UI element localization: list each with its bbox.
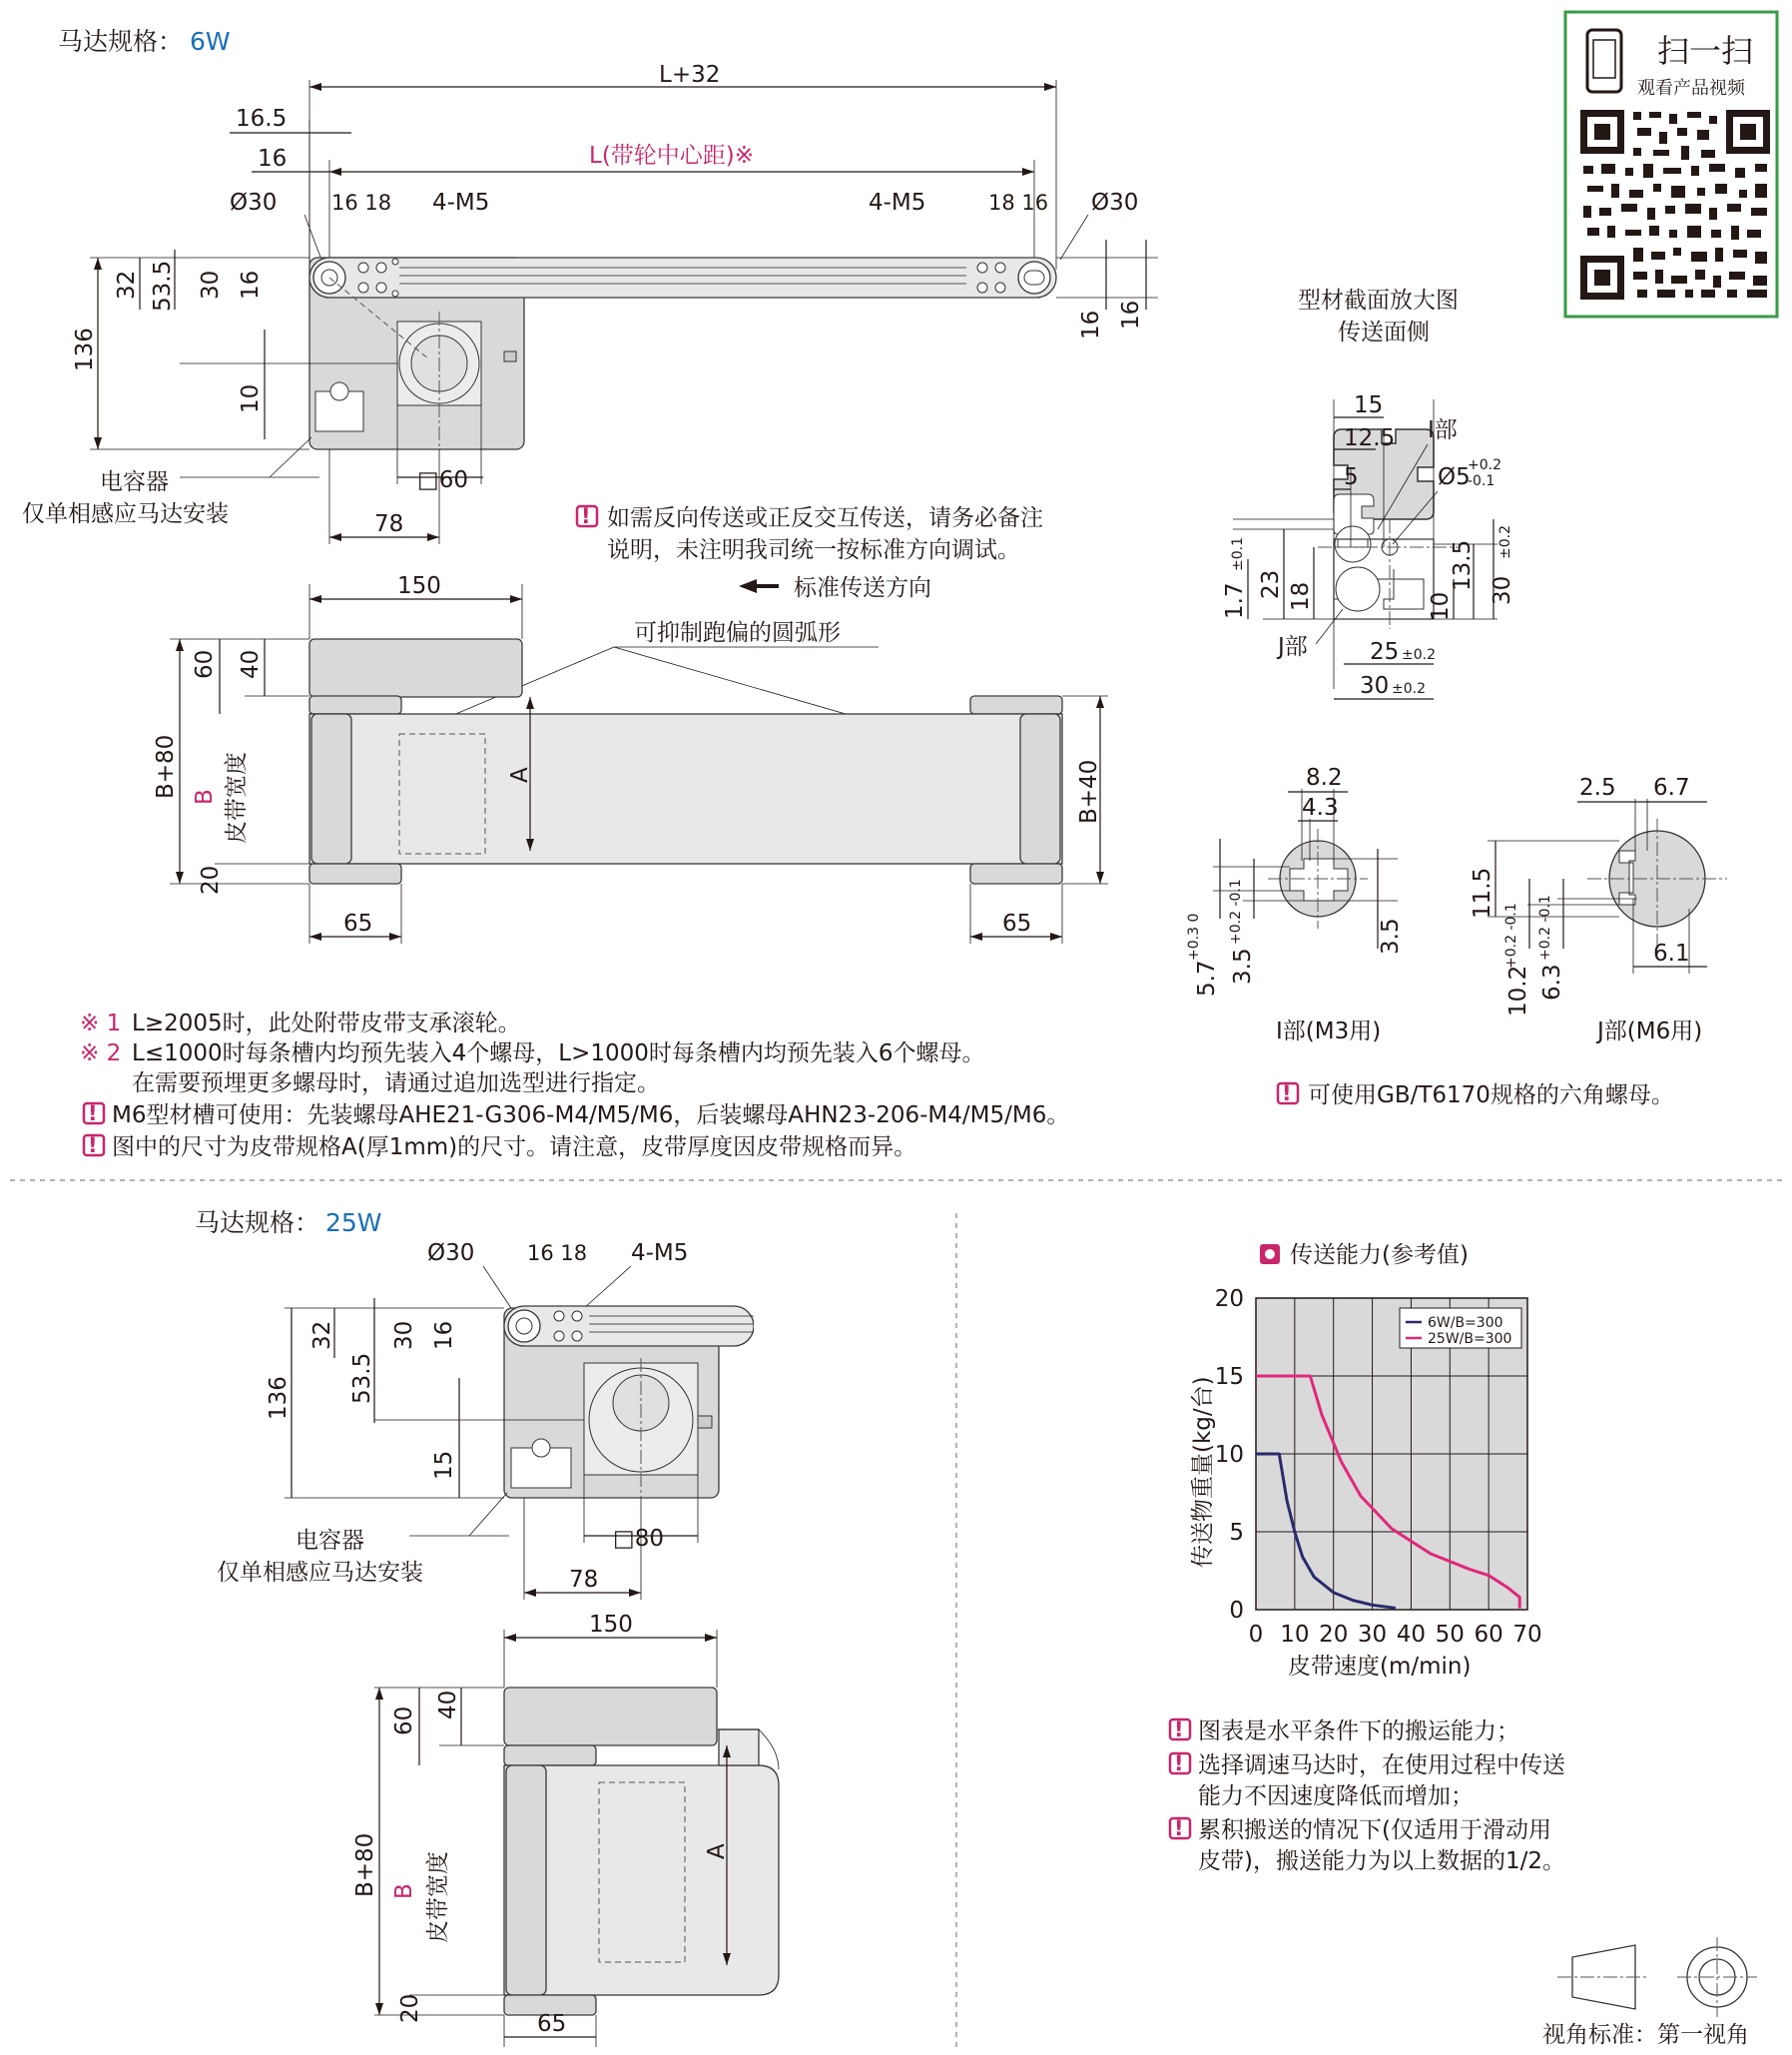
section-6w [22,27,1158,944]
note-2b: 在需要预埋更多螺母时，请通过追加选型进行指定。 [132,1070,660,1096]
dim-25w-136: 136 [266,1376,292,1420]
j-dim-6-1: 6.1 [1653,941,1690,967]
arrow-left-icon [739,579,779,593]
chart-x-tick-label: 60 [1474,1622,1503,1648]
profile-dim-25: 25 [1370,639,1400,665]
note-4: 图中的尺寸为皮带规格A(厚1mm)的尺寸。请注意，皮带厚度因皮带规格而异。 [112,1134,917,1160]
j-dim-6-7: 6.7 [1653,775,1690,801]
dim-25w-16: 16 [431,1320,457,1350]
capacity-chart [1190,1242,1542,1680]
chart-y-tick-label: 0 [1229,1598,1244,1624]
chart-x-tick-label: 10 [1280,1622,1310,1648]
dim-B-plus-80: B+80 [153,734,179,799]
profile-dim-25-tol: ±0.2 [1402,647,1436,663]
dim-25w-53-5: 53.5 [349,1352,375,1404]
chart-y-tick-label: 15 [1214,1364,1244,1390]
chart-notes [1170,1717,1565,1874]
profile-dim-30-tol: ±0.2 [1497,525,1513,559]
dim-78: 78 [374,511,404,537]
profile-dim-30b: 30 [1360,673,1390,699]
j-dim-11-5: 11.5 [1470,867,1495,919]
dim-B-plus-40: B+40 [1076,759,1102,824]
profile-dim-30b-tol: ±0.2 [1392,681,1426,697]
dim-30: 30 [198,270,224,300]
chart-legend-label: 25W/B=300 [1428,1331,1512,1347]
qr-scan-label: 扫一扫 [1657,32,1754,70]
j-dim-2-5: 2.5 [1579,775,1616,801]
profile-dia5-tol-up: +0.2 [1468,457,1501,473]
chart-plot-area [1215,1286,1542,1648]
dim-16-right-b: 16 [1118,300,1144,330]
profile-dia5-tol-dn: -0.1 [1468,473,1495,489]
dim-40: 40 [238,649,264,679]
dim-32: 32 [114,270,140,300]
chart-title: 传送能力(参考值) [1290,1242,1469,1268]
j-dim-10-2: 10.2 [1505,965,1531,1017]
i-dim-3-5b: 3.5 [1378,918,1404,955]
motor-spec-6w-value: 6W [190,27,231,56]
arc-note: 可抑制跑偏的圆弧形 [634,620,841,646]
view-standard-label: 视角标准：第一视角 [1542,2022,1749,2048]
capacitor-note: 仅单相感应马达安装 [22,501,229,527]
dim-4-m5-left: 4-M5 [432,190,490,216]
i-dim-5-7: 5.7 [1194,960,1220,997]
dim-16-right-a: 16 [1078,310,1104,340]
note-1: L≥2005时，此处附带皮带支承滚轮。 [132,1011,521,1036]
j-part-detail [1587,819,1727,949]
profile-dim-1-7: 1.7 [1222,582,1248,619]
chart-x-tick-label: 20 [1319,1622,1349,1648]
dim-25w-B-plus-80: B+80 [352,1832,378,1897]
dim-25w-32: 32 [309,1320,335,1350]
qr-block [1565,12,1777,317]
chart-x-tick-label: 0 [1248,1622,1264,1648]
standard-direction-label: 标准传送方向 [794,575,931,601]
chart-y-label: 传送物重量(kg/台) [1190,1376,1216,1568]
dim-18-16-right: 18 16 [988,191,1049,215]
top-view-25w [504,1306,760,1498]
dim-25w-30: 30 [391,1320,417,1350]
dim-25w-A: A [704,1843,730,1859]
profile-dim-5: 5 [1344,464,1359,490]
chart-x-label: 皮带速度(m/min) [1288,1654,1472,1680]
i-part-detail [1268,829,1368,929]
side-view-25w [504,1688,779,2015]
profile-dim-15: 15 [1354,392,1384,418]
svg-text:!: ! [1174,1717,1184,1741]
chart-note-2b: 能力不因速度降低而增加； [1198,1783,1474,1809]
dim-4-m5-right: 4-M5 [869,190,926,216]
hex-nut-note: 可使用GB/T6170规格的六角螺母。 [1308,1082,1674,1108]
dim-dia30-left: Ø30 [230,190,278,216]
profile-j-part-label: J部 [1278,634,1308,660]
dim-25w-4-m5: 4-M5 [631,1240,689,1266]
dim-25w-78: 78 [569,1567,599,1593]
j-part-caption: J部(M6用) [1597,1019,1703,1044]
dim-square-60: □60 [417,467,468,493]
i-part-caption: I部(M3用) [1276,1019,1382,1044]
chart-x-tick-label: 70 [1512,1622,1542,1648]
dim-L-plus-32: L+32 [659,62,721,88]
motor-spec-6w-label: 马达规格： [58,27,184,56]
j-dim-6-3-tol: +0.2 -0.1 [1537,895,1553,961]
chart-note-1: 图表是水平条件下的搬运能力； [1198,1718,1519,1744]
i-dim-3-5-tol: +0.2 -0.1 [1228,879,1244,945]
dim-16-18-left: 16 18 [331,191,392,215]
profile-dim-10: 10 [1428,591,1454,621]
reverse-note-line2: 说明，未注明我司统一按标准方向调试。 [607,537,1020,563]
dim-65-right: 65 [1002,911,1032,937]
dim-25w-40: 40 [435,1690,461,1719]
svg-text:!: ! [581,504,591,528]
profile-dim-12-5: 12.5 [1344,425,1396,451]
i-dim-8-2: 8.2 [1306,765,1343,791]
dim-25w-65: 65 [537,2011,567,2037]
profile-dim-23: 23 [1258,569,1284,599]
profile-dim-30: 30 [1490,575,1515,605]
capacitor-25w-note: 仅单相感应马达安装 [217,1560,423,1586]
dim-25w-square-80: □80 [613,1526,664,1552]
note-1-mark: ※ 1 [80,1011,122,1036]
dim-136: 136 [72,328,98,371]
dim-L-center-distance: L(带轮中心距)※ [589,143,755,169]
capacitor-label: 电容器 [100,469,169,495]
qr-code-icon [1580,110,1770,300]
svg-text:!: ! [1174,1816,1184,1840]
section-25w [195,1208,779,2047]
i-dim-4-3: 4.3 [1302,795,1339,821]
j-dim-10-2-tol: +0.2 -0.1 [1503,903,1519,969]
first-angle-projection-icon [1557,1937,1757,2017]
belt-width-label: 皮带宽度 [224,752,250,844]
i-dim-3-5: 3.5 [1230,948,1256,985]
dim-16-5: 16.5 [236,106,288,132]
dim-A: A [507,767,533,783]
dim-53-5: 53.5 [150,260,176,312]
profile-dim-1-7-tol: ±0.1 [1230,537,1246,571]
dim-10: 10 [238,383,264,413]
dim-25w-60: 60 [391,1706,417,1735]
note-2: L≤1000时每条槽内均预先装入4个螺母，L>1000时每条槽内均预先装入6个螺母。 [132,1040,985,1066]
dim-16-top: 16 [258,146,288,172]
chart-y-tick-label: 5 [1229,1520,1244,1546]
chart-legend-label: 6W/B=300 [1428,1315,1503,1331]
profile-dia5: Ø5 [1438,464,1471,490]
chart-x-tick-label: 40 [1396,1622,1427,1648]
dim-25w-B: B [391,1883,417,1899]
note-2-mark: ※ 2 [80,1040,122,1066]
capacitor-25w-label: 电容器 [296,1528,364,1554]
qr-video-label: 观看产品视频 [1637,78,1745,99]
chart-note-3b: 皮带)，搬送能力为以上数据的1/2。 [1198,1848,1565,1874]
side-view-6w [309,639,1062,884]
notes-block [80,1011,1069,1160]
dim-dia30-right: Ø30 [1091,190,1139,216]
profile-dim-18: 18 [1288,581,1314,611]
svg-text:!: ! [88,1101,98,1125]
dim-25w-20: 20 [397,1993,423,2023]
dim-25w-16-18: 16 18 [527,1241,588,1265]
dim-B: B [192,789,218,805]
chart-note-3a: 累积搬送的情况下(仅适用于滑动用 [1198,1817,1551,1843]
belt-width-25w-label: 皮带宽度 [425,1851,451,1943]
chart-x-tick-label: 30 [1357,1622,1388,1648]
note-3: M6型材槽可使用：先装螺母AHE21-G306-M4/M5/M6，后装螺母AHN23-206-M4/M5/M6。 [112,1102,1070,1128]
dim-60: 60 [192,649,218,679]
motor-spec-25w-label: 马达规格： [195,1208,320,1237]
chart-y-tick-label: 20 [1214,1286,1244,1312]
dim-25w-15: 15 [431,1450,457,1480]
i-dim-5-7-tol: +0.3 0 [1186,913,1202,961]
dim-150: 150 [397,573,441,599]
dim-65-left: 65 [343,911,373,937]
chart-y-tick-label: 10 [1214,1442,1244,1468]
svg-text:!: ! [1282,1081,1292,1105]
profile-subtitle: 传送面侧 [1338,320,1430,345]
dim-16-left: 16 [238,270,264,300]
motor-spec-25w-value: 25W [325,1208,382,1237]
dim-25w-dia30: Ø30 [427,1240,475,1266]
profile-dim-13-5: 13.5 [1450,539,1476,591]
dim-20: 20 [198,865,224,895]
profile-section [1186,288,1727,1108]
reverse-note-line1: 如需反向传送或正反交互传送，请务必备注 [607,505,1043,531]
j-dim-6-3: 6.3 [1539,964,1565,1001]
dim-25w-150: 150 [589,1612,633,1638]
svg-text:!: ! [88,1133,98,1157]
chart-note-2a: 选择调速马达时，在使用过程中传送 [1198,1752,1565,1778]
profile-i-part-label: I部 [1428,417,1458,443]
profile-title: 型材截面放大图 [1298,288,1459,314]
chart-x-tick-label: 50 [1435,1622,1465,1648]
top-view-6w [309,258,1056,449]
svg-text:!: ! [1174,1751,1184,1775]
